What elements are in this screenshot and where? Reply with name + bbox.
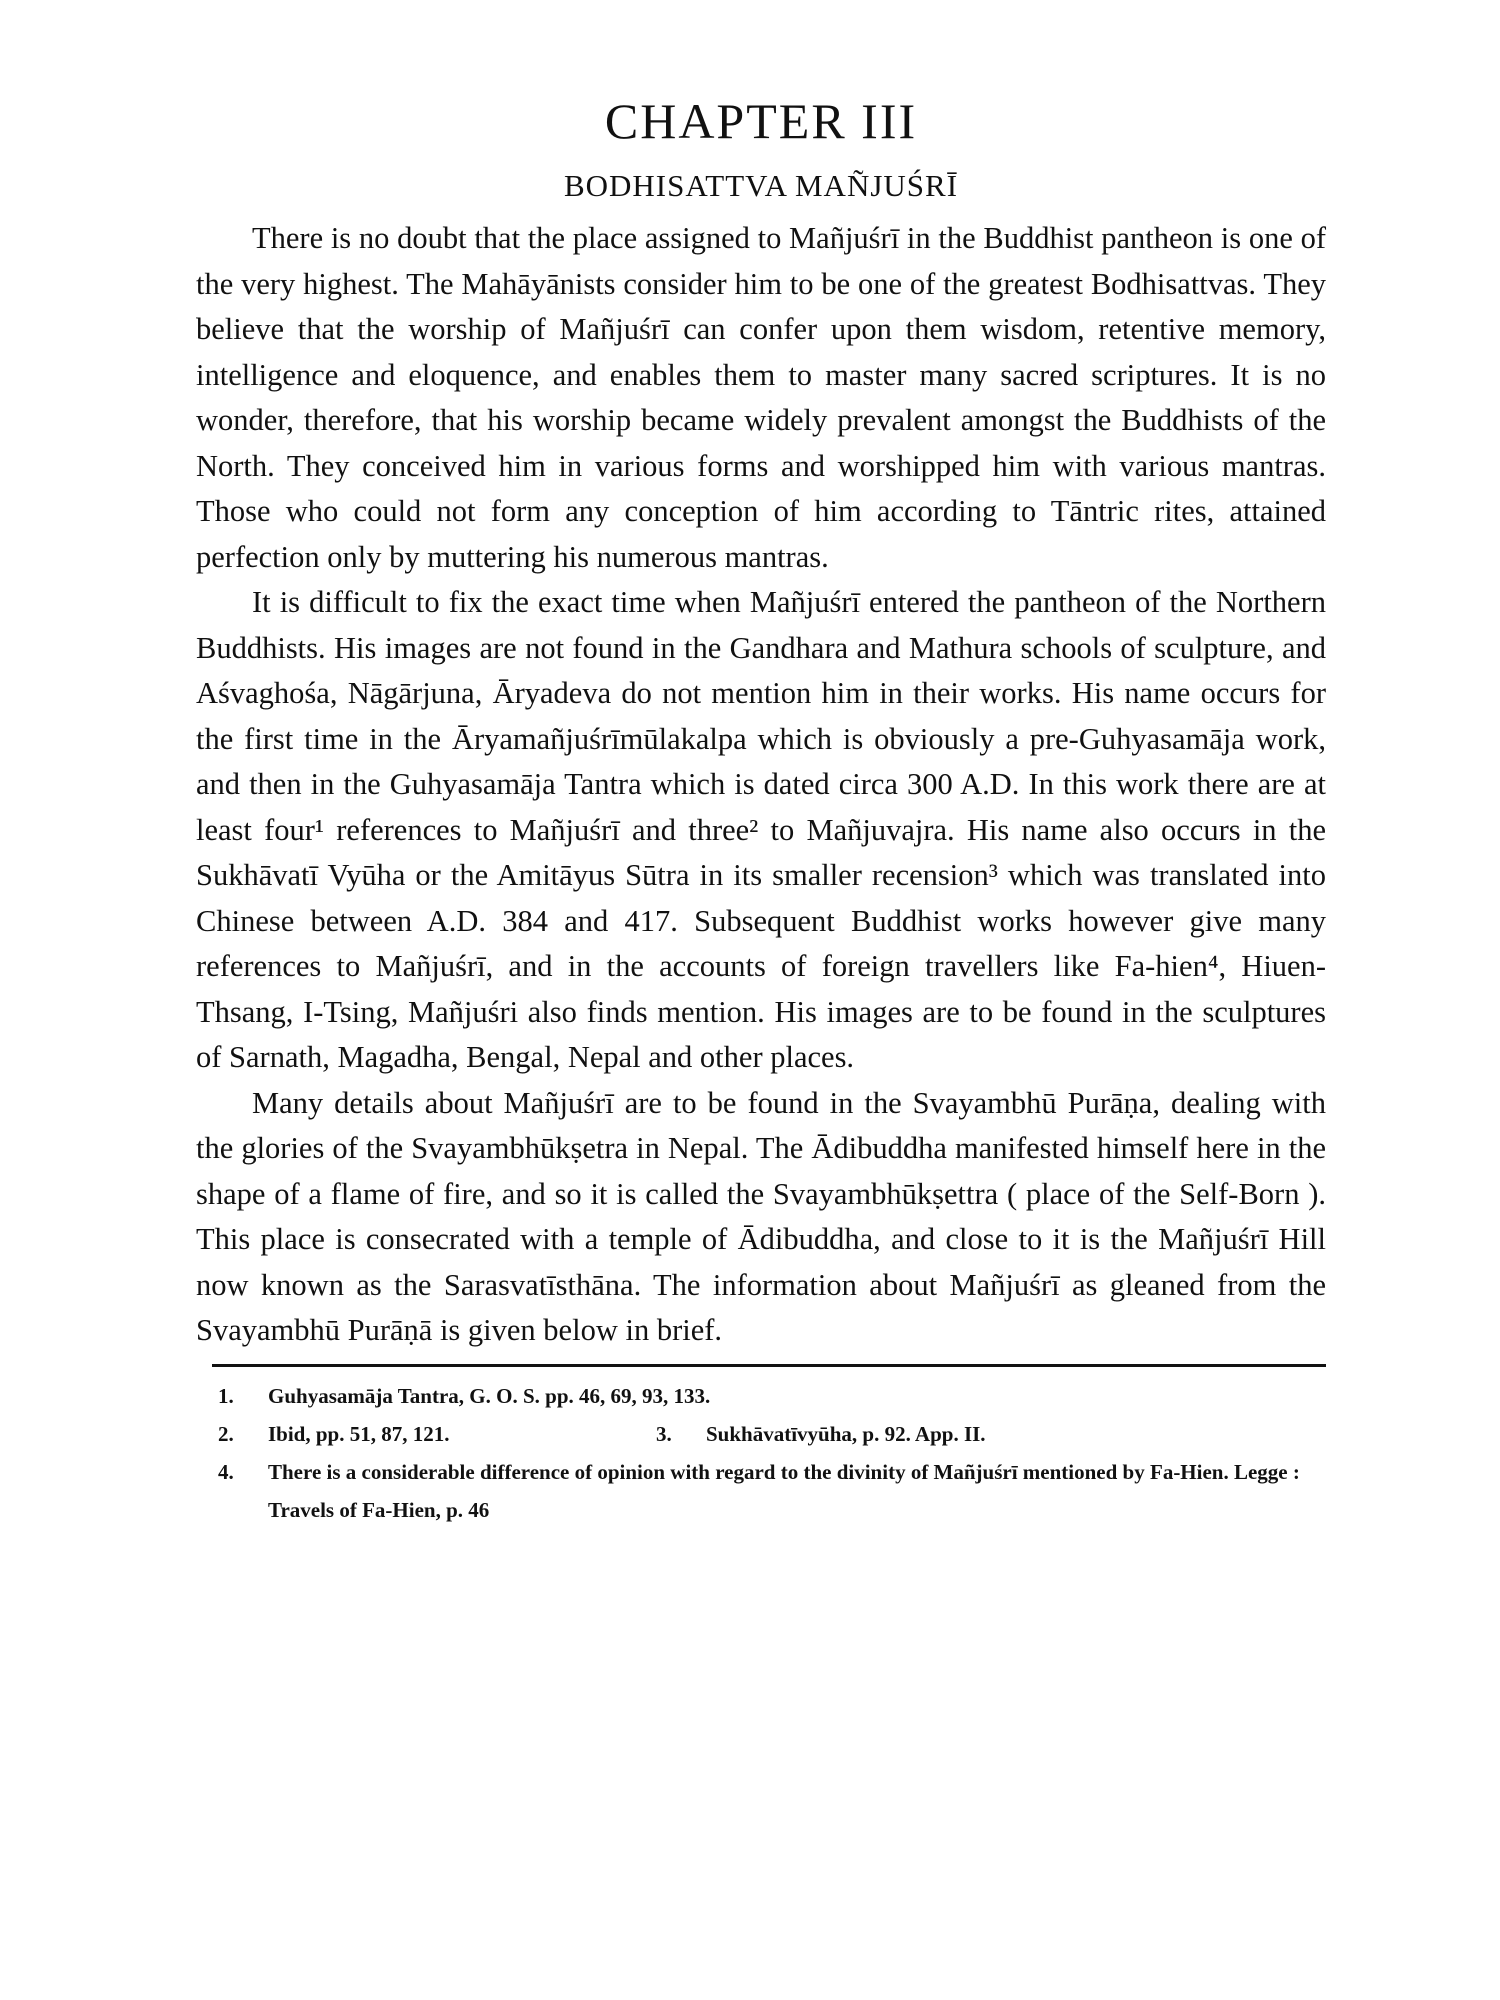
footnote-text: Sukhāvatīvyūha, p. 92. App. II.: [706, 1421, 986, 1446]
book-page: [196, 88, 1326, 1529]
footnote-number: 1.: [218, 1383, 234, 1408]
section-title: BODHISATTVA MAÑJUŚRĪ: [563, 168, 959, 203]
footnote-3: [656, 1415, 986, 1453]
paragraph-3: Many details about Mañjuśrī are to be found in the Svayambhū Purāṇa, dealing with the glories of the Svayambhūkṣetra in Nepal. The Ādibuddha manifested himself here in the shape of a flame of fire, and so it is called the Svayambhūkṣettra ( place of the Self-Born ). This place is consecrated with a temple of Ādibuddha, and close to it is the Mañjuśrī Hill now known as the Sarasvatīsthāna. The information about Mañjuśrī as gleaned from the Svayambhū Purāṇā is given below in brief.: [196, 1085, 1326, 1347]
footnote-text: Guhyasamāja Tantra, G. O. S. pp. 46, 69, 93, 133.: [268, 1383, 711, 1408]
footnote-2: [196, 1415, 656, 1453]
footnote-text: There is a considerable difference of opinion with regard to the divinity of Mañjuśrī mentioned by Fa-Hien. Legge : Travels of Fa-Hien, p. 46: [268, 1459, 1300, 1522]
footnote-number: 2.: [218, 1421, 234, 1446]
footnote-text: Ibid, pp. 51, 87, 121.: [268, 1421, 450, 1446]
footnotes: [196, 1377, 1326, 1529]
footnote-number: 3.: [656, 1421, 672, 1446]
paragraph-1: There is no doubt that the place assigned to Mañjuśrī in the Buddhist pantheon is one of the very highest. The Mahāyānists consider him to be one of the greatest Bodhisattvas. They believe that the worship of Mañjuśrī can confer upon them wisdom, retentive memory, intelligence and eloquence, and enables them to master many sacred scriptures. It is no wonder, therefore, that his worship became widely prevalent amongst the Buddhists of the North. They conceived him in various forms and worshipped him with various mantras. Those who could not form any conception of him according to Tāntric rites, attained perfection only by muttering his numerous mantras.: [196, 221, 1326, 574]
footnote-divider: [212, 1364, 1326, 1367]
chapter-title: CHAPTER III: [604, 93, 918, 149]
footnote-1: [196, 1377, 1326, 1415]
footnote-number: 4.: [218, 1459, 234, 1484]
paragraph-2: It is difficult to fix the exact time when Mañjuśrī entered the pantheon of the Northern Buddhists. His images are not found in the Gandhara and Mathura schools of sculpture, and Aśvaghośa, Nāgārjuna, Āryadeva do not mention him in their works. His name occurs for the first time in the Āryamañjuśrīmūlakalpa which is obviously a pre-Guhyasamāja work, and then in the Guhyasamāja Tantra which is dated circa 300 A.D. In this work there are at least four¹ references to Mañjuśrī and three² to Mañjuvajra. His name also occurs in the Sukhāvatī Vyūha or the Amitāyus Sūtra in its smaller recension³ which was translated into Chinese between A.D. 384 and 417. Subsequent Buddhist works however give many references to Mañjuśrī, and in the accounts of foreign travellers like Fa-hien⁴, Hiuen-Thsang, I-Tsing, Mañjuśri also finds mention. His images are to be found in the sculptures of Sarnath, Magadha, Bengal, Nepal and other places.: [196, 585, 1326, 1074]
footnote-row-2-3: [196, 1415, 1326, 1453]
footnote-4: [196, 1453, 1326, 1529]
